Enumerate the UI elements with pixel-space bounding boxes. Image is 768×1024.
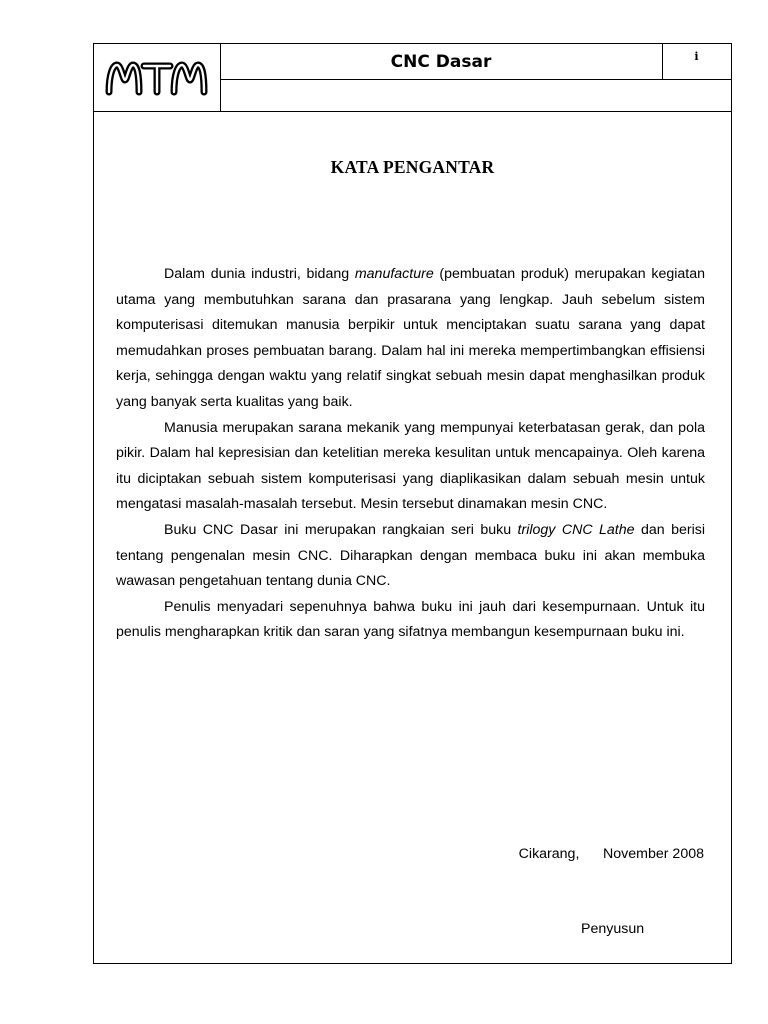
body-text xyxy=(116,262,705,646)
page-title: KATA PENGANTAR xyxy=(330,157,495,177)
mtm-logo xyxy=(104,58,208,98)
paragraph-3 xyxy=(116,518,705,595)
logo-cell xyxy=(94,44,221,111)
paragraph-text: Dalam dunia industri, bidang xyxy=(164,266,355,282)
header-blank-cell xyxy=(220,80,731,111)
page-number: i xyxy=(694,50,699,63)
paragraph-4 xyxy=(116,595,705,646)
paragraph-text: Penulis menyadari sepenuhnya bahwa buku ini jauh dari kesempurnaan. Untuk itu penulis mengharapkan kritik dan saran yang sifatnya membangun kesempurnaan buku ini. xyxy=(116,598,705,641)
italic-term: trilogy CNC Lathe xyxy=(517,521,635,538)
header-title: CNC Dasar xyxy=(390,52,492,72)
paragraph-text: Manusia merupakan sarana mekanik yang mempunyai keterbatasan gerak, dan pola pikir. Dalam hal kepresisian dan ketelitian mereka kesulitan untuk mencapainya. Oleh karena itu diciptakan sebuah sistem komputerisasi yang diaplikasikan dalam sebuah mesin untuk mengatasi masalah-masalah tersebut. Mesin tersebut dinamakan mesin CNC. xyxy=(116,419,705,513)
paragraph-text: (pembuatan produk) merupakan kegiatan utama yang membutuhkan sarana dan prasarana yang lengkap. Jauh sebelum sistem komputerisasi ditemukan manusia berpikir untuk menciptakan suatu sarana yang dapat memudahkan proses pembuatan barang. Dalam hal ini mereka mempertimbangkan effisiensi kerja, sehingga dengan waktu yang relatif singkat sebuah mesin dapat menghasilkan produk yang banyak serta kualitas yang baik. xyxy=(116,266,705,410)
page-frame xyxy=(93,43,732,964)
signoff-place-date: Cikarang, November 2008 xyxy=(518,846,704,862)
italic-term: manufacture xyxy=(354,266,434,282)
paragraph-text: Buku CNC Dasar ini merupakan rangkaian seri buku xyxy=(164,521,518,538)
header-title-cell xyxy=(220,44,663,80)
signoff-author: Penyusun xyxy=(581,921,645,937)
document-header xyxy=(94,44,731,112)
page-number-cell xyxy=(662,44,731,80)
paragraph-text: dan berisi tentang pengenalan mesin CNC. Diharapkan dengan membaca buku ini akan membuka wawasan pengetahuan tentang dunia CNC. xyxy=(116,521,705,590)
paragraph-2 xyxy=(116,416,705,518)
paragraph-1 xyxy=(116,262,705,416)
